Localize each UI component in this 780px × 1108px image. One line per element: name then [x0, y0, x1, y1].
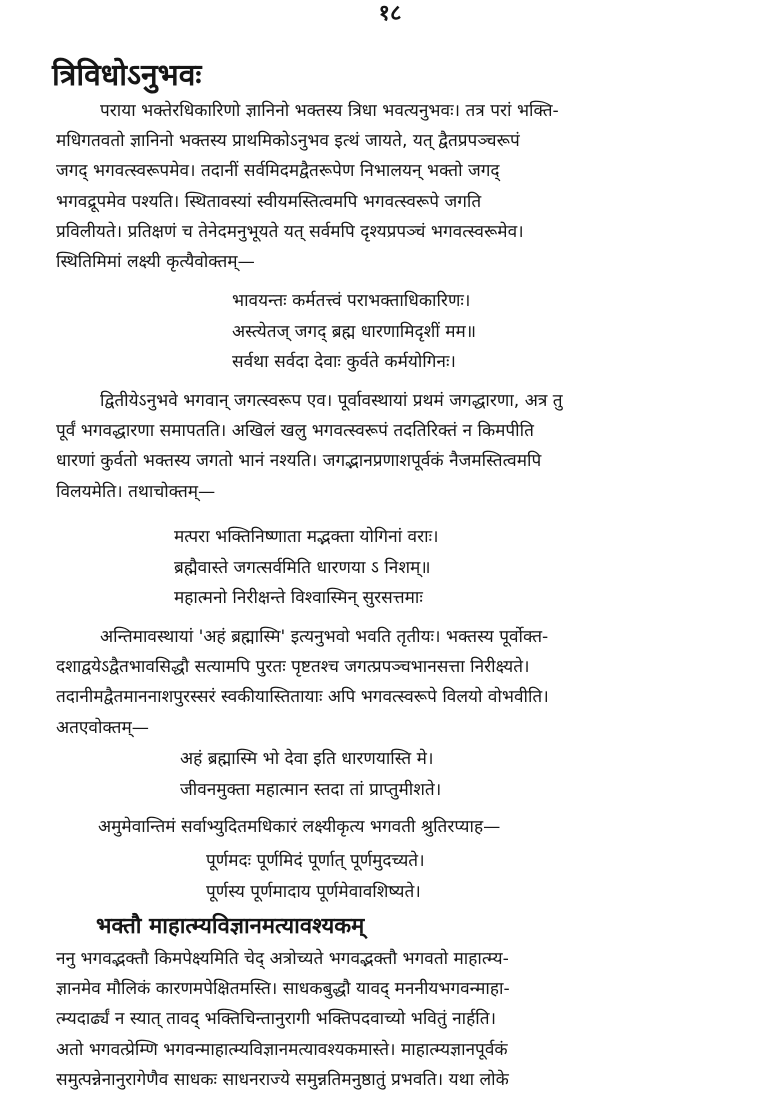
- text-line: प्रविलीयते। प्रतिक्षणं च तेनेदमनुभूयते यत् सर्वमपि दृश्यप्रपञ्चं भगवत्स्वरूमेव।: [56, 221, 524, 242]
- paragraph-4: [98, 812, 724, 842]
- paragraph-3: [56, 622, 724, 743]
- text-line: पराया भक्तेरधिकारिणो ज्ञानिनो भक्तस्य त्रिधा भवत्यनुभवः। तत्र परां भक्ति-: [100, 101, 559, 121]
- page-number: १८: [378, 1, 402, 26]
- text-line: अतो भगवत्प्रेम्णि भगवन्माहात्म्यविज्ञानमत्यावश्यकमास्ते। माहात्म्यज्ञानपूर्वकं: [56, 1039, 508, 1060]
- text-line: त्म्यदार्ढ्यं न स्यात् तावद् भक्तिचिन्तानुरागी भक्तिपदवाच्यो भवितुं नार्हति।: [56, 1009, 497, 1030]
- verse-3: [180, 744, 441, 805]
- text-line: पूर्वं भगवद्धारणा समापतति। अखिलं खलु भगवत्स्वरूपं तदतिरिक्तं न किमपीति: [56, 421, 534, 442]
- verse-line: पूर्णमदः पूर्णमिदं पूर्णात् पूर्णमुदच्यते।: [206, 851, 425, 871]
- verse-line: पूर्णस्य पूर्णमादाय पूर्णमेवावशिष्यते।: [206, 881, 421, 902]
- text-line: भगवद्रूपमेव पश्यति। स्थितावस्यां स्वीयमस्तित्वमपि भगवत्स्वरूपे जगति: [56, 191, 482, 212]
- verse-line: महात्मनो निरीक्षन्ते विश्वास्मिन् सुरसत्तमाः: [174, 588, 423, 609]
- verse-line: ब्रह्मैवास्ते जगत्सर्वमिति धारणया ऽ निशम्॥: [174, 557, 431, 578]
- verse-4: [206, 846, 425, 907]
- text-line: समुत्पन्नेनानुरागेणैव साधकः साधनराज्ये समुन्नतिमनुष्ठातुं प्रभवति। यथा लोके: [56, 1069, 509, 1090]
- section-heading-knowledge-of-greatness: भक्तौ माहात्म्यविज्ञानमत्यावश्यकम्: [96, 914, 365, 939]
- text-line: ननु भगवद्भक्तौ किमपेक्ष्यमिति चेद् अत्रोच्यते भगवद्भक्तौ भगवतो माहात्म्य-: [56, 949, 509, 969]
- paragraph-2: [56, 386, 724, 507]
- verse-line: अहं ब्रह्मास्मि भो देवा इति धारणयास्ति मे।: [180, 749, 434, 769]
- text-line: दशाद्वयेऽद्वैतभावसिद्धौ सत्यामपि पुरतः पृष्टतश्च जगत्प्रपञ्चभानसत्ता निरीक्ष्यते।: [56, 657, 530, 678]
- text-line: धारणां कुर्वतो भक्तस्य जगतो भानं नश्यति। जगद्भानप्रणाशपूर्वकं नैजमस्तित्वमपि: [56, 451, 542, 472]
- verse-line: भावयन्तः कर्मतत्त्वं पराभक्ताधिकारिणः।: [232, 291, 471, 311]
- text-line: अतएवोक्तम्—: [56, 717, 149, 738]
- paragraph-5: [56, 944, 724, 1095]
- text-line: ज्ञानमेव मौलिकं कारणमपेक्षितमस्ति। साधकबुद्धौ यावद् मननीयभगवन्माहा-: [56, 979, 510, 1000]
- verse-line: सर्वथा सर्वदा देवाः कुर्वते कर्मयोगिनः।: [232, 352, 456, 373]
- text-line: मधिगतवतो ज्ञानिनो भक्तस्य प्राथमिकोऽनुभव इत्थं जायते, यत् द्वैतप्रपञ्चरूपं: [56, 131, 520, 152]
- verse-1: [232, 286, 476, 378]
- verse-line: मत्परा भक्तिनिष्णाता मद्भक्ता योगिनां वराः।: [174, 527, 439, 547]
- verse-line: अस्त्येतज् जगद् ब्रह्म धारणामिदृशीं मम॥: [232, 321, 477, 342]
- text-line: स्थितिमिमां लक्ष्यी कृत्यैवोक्तम्—: [56, 252, 255, 273]
- text-line: अन्तिमावस्थायां 'अहं ब्रह्मास्मि' इत्यनुभवो भवति तृतीयः। भक्तस्य पूर्वोक्त-: [100, 627, 549, 647]
- text-line: द्वितीयेऽनुभवे भगवान् जगत्स्वरूप एव। पूर्वावस्थायां प्रथमं जगद्धारणा, अत्र तु: [100, 391, 563, 411]
- paragraph-1: [56, 96, 724, 277]
- text-line: अमुमेवान्तिमं सर्वाभ्युदितमधिकारं लक्ष्यीकृत्य भगवती श्रुतिरप्याह—: [98, 817, 501, 837]
- section-heading-threefold-experience: त्रिविधोऽनुभवः: [52, 58, 202, 93]
- verse-line: जीवनमुक्ता महात्मान स्तदा तां प्राप्तुमीशते।: [180, 779, 442, 800]
- text-line: विलयमेति। तथाचोक्तम्—: [56, 481, 216, 502]
- text-line: तदानीमद्वैतमाननाशपुरस्सरं स्वकीयास्तितायाः अपि भगवत्स्वरूपे विलयो वोभवीति।: [56, 687, 549, 708]
- text-line: जगद् भगवत्स्वरूपमेव। तदानीं सर्वमिदमद्वैतरूपेण निभालयन् भक्तो जगद्: [56, 161, 500, 182]
- verse-2: [174, 522, 439, 614]
